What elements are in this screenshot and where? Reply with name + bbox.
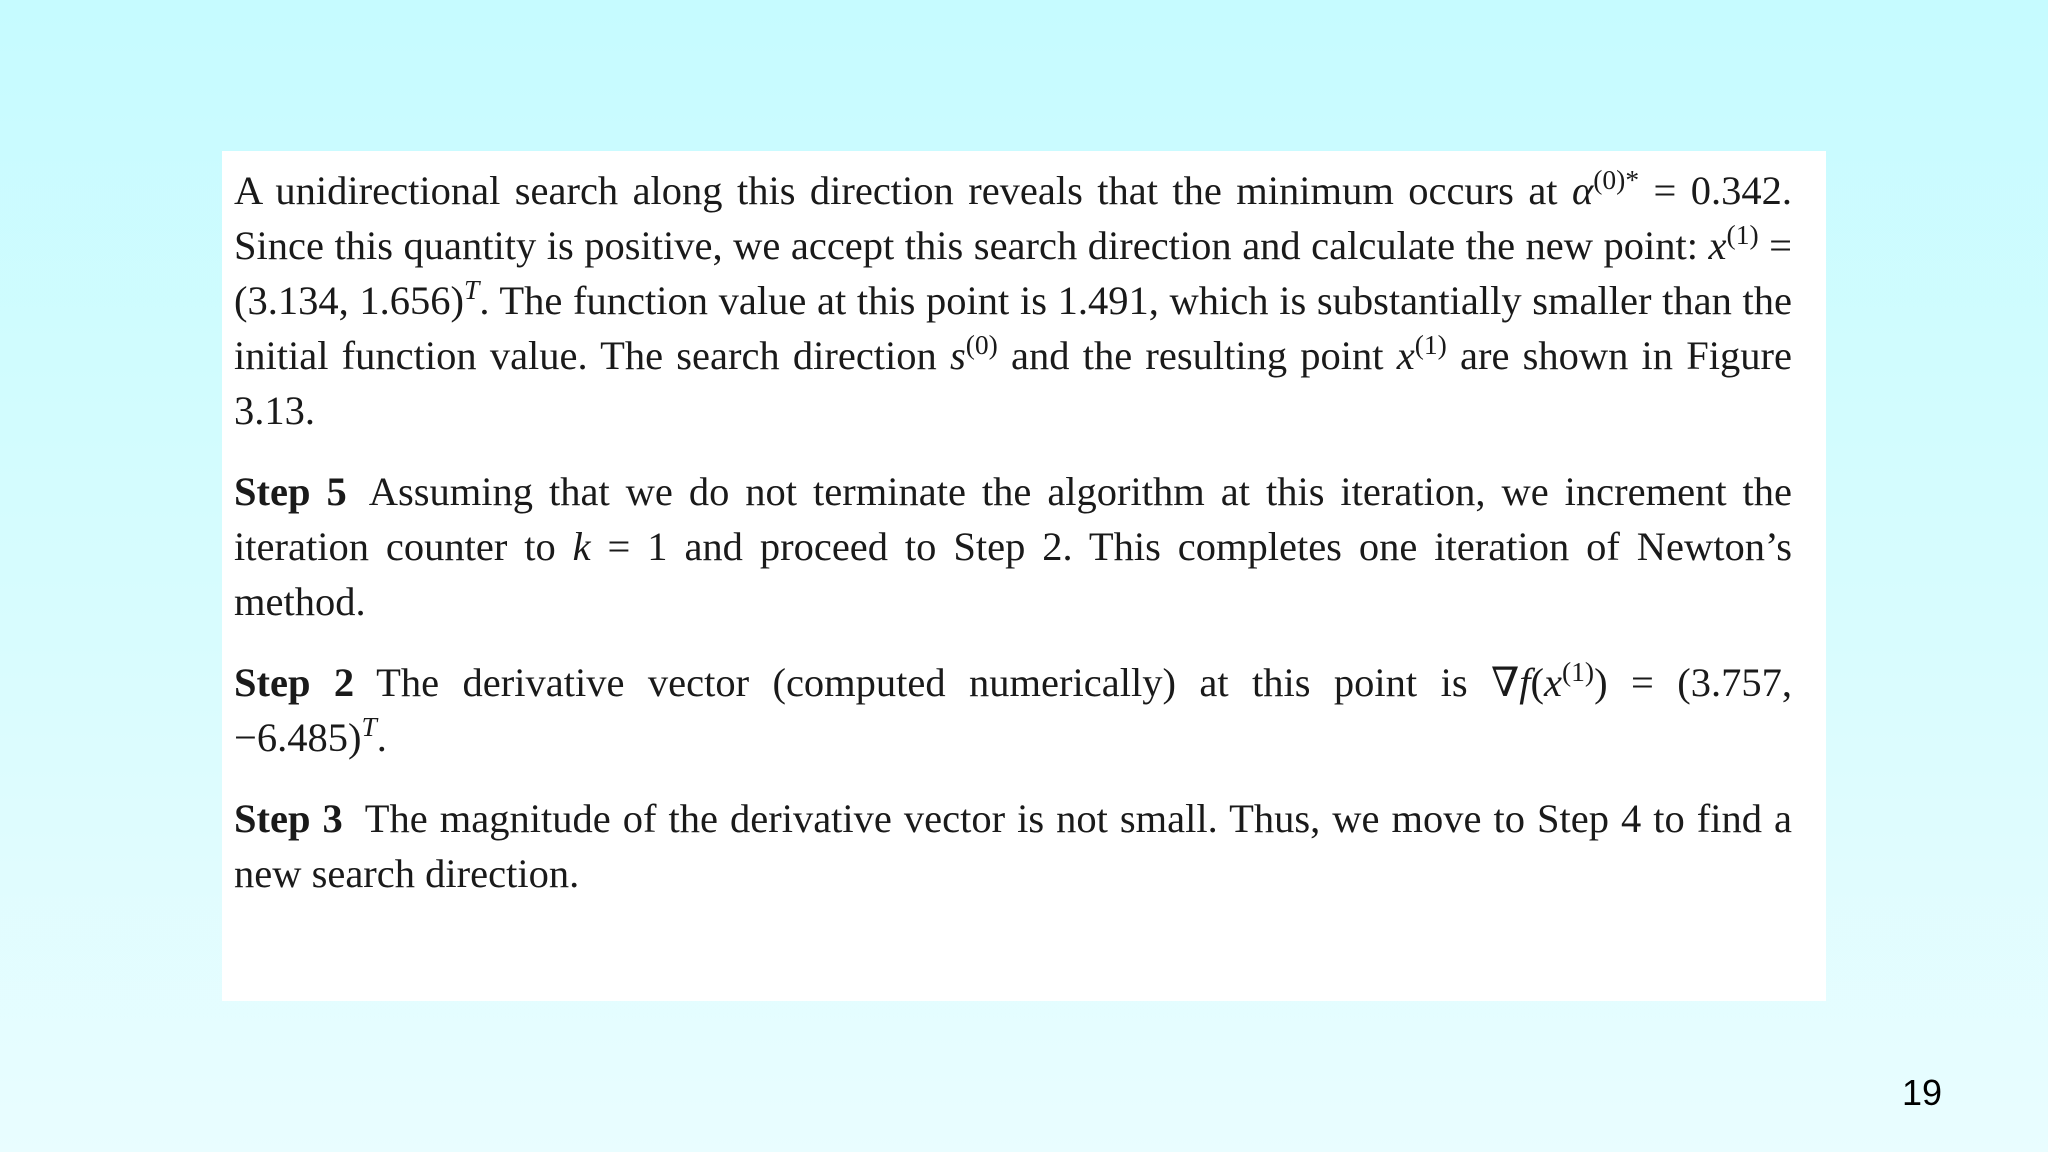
step5-label: Step 5 [234, 469, 347, 514]
step5-text-1: Assuming that we do not terminate the algorithm at this iteration, we increment the iteration counter to [234, 469, 1793, 569]
intro-text-5: and the resulting point [997, 333, 1397, 378]
intro-text-4: . The function value at this point is 1.491, which is substantially smaller than the initial function value. The search direction [234, 278, 1792, 378]
step3-text-1: The magnitude of the derivative vector is not small. Thus, we move to Step 4 to find a new search direction. [234, 796, 1792, 896]
step2-label: Step 2 [234, 660, 355, 705]
step3-label: Step 3 [234, 796, 343, 841]
intro-text-2: = 0.342. Since this quantity is positive, we accept this search direction and calculate the new point: [234, 168, 1792, 268]
alpha-superscript: (0)* [1593, 163, 1640, 195]
step2-text-2: ) = (3.757, −6.485) [234, 660, 1792, 760]
text-panel [222, 151, 1826, 1001]
step3-paragraph [234, 791, 1792, 901]
intro-text-1: A unidirectional search along this direction reveals that the minimum occurs at [234, 168, 1572, 213]
x1-symbol-2: $x^{(1)}$ [1396, 328, 1447, 378]
intro-text-3: = (3.134, 1.656) [234, 223, 1792, 323]
transpose-superscript: T [464, 273, 480, 305]
s0-symbol: $s^{(0)}$ [949, 328, 998, 378]
x1-superscript-2: (1) [1414, 328, 1447, 360]
transpose-superscript-2: T [361, 710, 377, 742]
x1-superscript: (1) [1726, 218, 1759, 250]
gradient-symbol: ∇f [1490, 660, 1531, 705]
x1-symbol-3: $x^{(1)}$ [1544, 655, 1595, 705]
x1-superscript-3: (1) [1562, 655, 1595, 687]
intro-text-6: are shown in Figure 3.13. [234, 333, 1792, 433]
step2-text-3: . [376, 715, 387, 760]
intro-paragraph [234, 163, 1792, 438]
x1-symbol: $x^{(1)}$ [1708, 218, 1759, 268]
slide-number: 19 [1901, 1072, 1942, 1113]
s0-superscript: (0) [965, 328, 998, 360]
step2-paragraph [234, 655, 1792, 765]
step2-paren-open: ( [1530, 660, 1545, 705]
step5-paragraph [234, 464, 1792, 629]
step2-text-1: The derivative vector (computed numerically) at this point is [376, 660, 1491, 705]
alpha-symbol: $\alpha^{(0)*}$ [1571, 163, 1640, 213]
step5-text-2: = 1 and proceed to Step 2. This completes one iteration of Newton’s method. [234, 524, 1792, 624]
k-symbol: k [572, 524, 591, 569]
